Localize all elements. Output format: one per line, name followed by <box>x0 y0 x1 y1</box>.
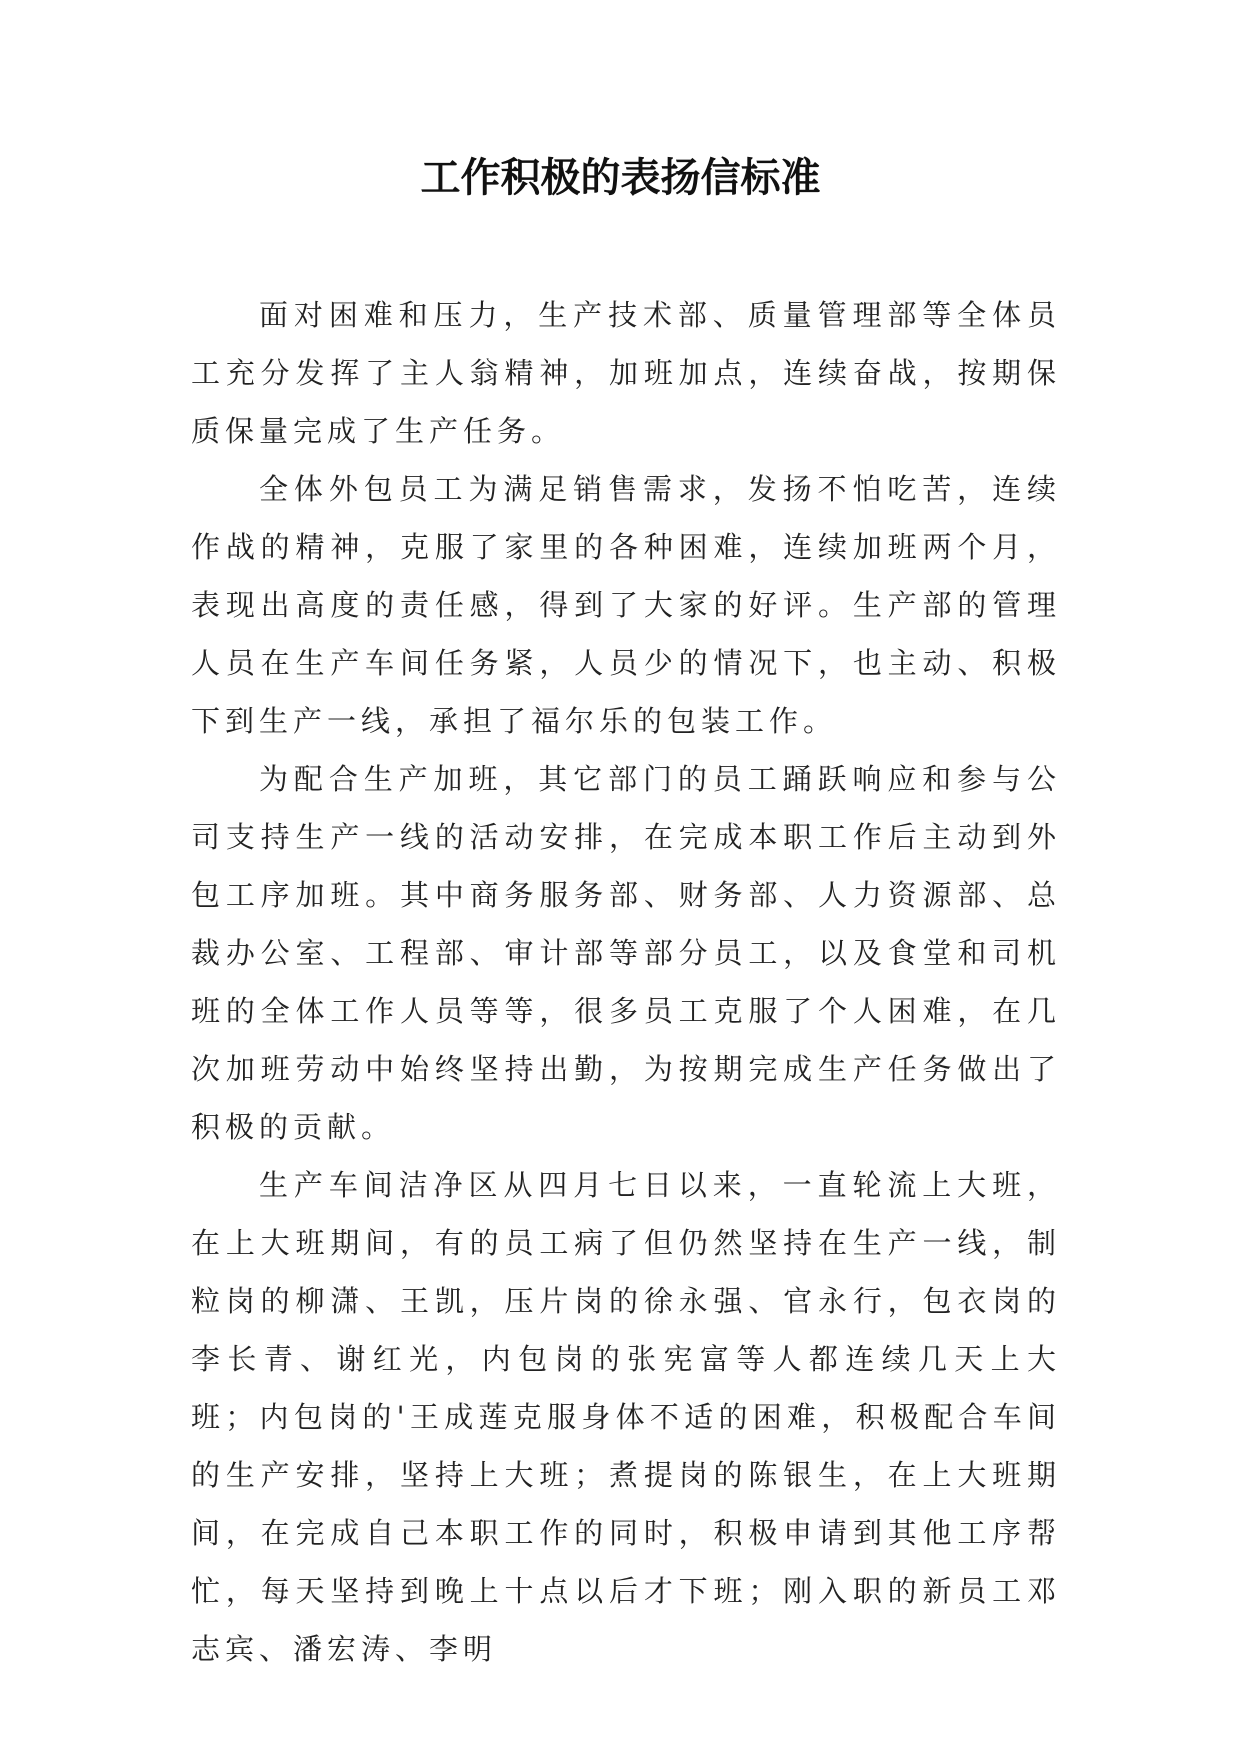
paragraph-3: 为配合生产加班，其它部门的员工踊跃响应和参与公司支持生产一线的活动安排，在完成本职工作后主动到外包工序加班。其中商务服务部、财务部、人力资源部、总裁办公室、工程部、审计部等部分员工，以及食堂和司机班的全体工作人员等等，很多员工克服了个人困难，在几次加班劳动中始终坚持出勤，为按期完成生产任务做出了积极的贡献。 <box>191 762 1061 1144</box>
paragraph-2: 全体外包员工为满足销售需求，发扬不怕吃苦，连续作战的精神，克服了家里的各种困难，连续加班两个月，表现出高度的责任感，得到了大家的好评。生产部的管理人员在生产车间任务紧，人员少的情况下，也主动、积极下到生产一线，承担了福尔乐的包装工作。 <box>191 472 1061 738</box>
document-title: 工作积极的表扬信标准 <box>420 154 821 201</box>
paragraph-4: 生产车间洁净区从四月七日以来，一直轮流上大班，在上大班期间，有的员工病了但仍然坚持在生产一线，制粒岗的柳潇、王凯，压片岗的徐永强、官永行，包衣岗的李长青、谢红光，内包岗的张宪富等人都连续几天上大班；内包岗的'王成莲克服身体不适的困难，积极配合车间的生产安排，坚持上大班；煮提岗的陈银生，在上大班期间，在完成自己本职工作的同时，积极申请到其他工序帮忙，每天坚持到晚上十点以后才下班；刚入职的新员工邓志宾、潘宏涛、李明 <box>191 1168 1061 1666</box>
paragraph-1: 面对困难和压力，生产技术部、质量管理部等全体员工充分发挥了主人翁精神，加班加点，连续奋战，按期保质保量完成了生产任务。 <box>191 298 1061 448</box>
document-body <box>191 286 1061 1678</box>
